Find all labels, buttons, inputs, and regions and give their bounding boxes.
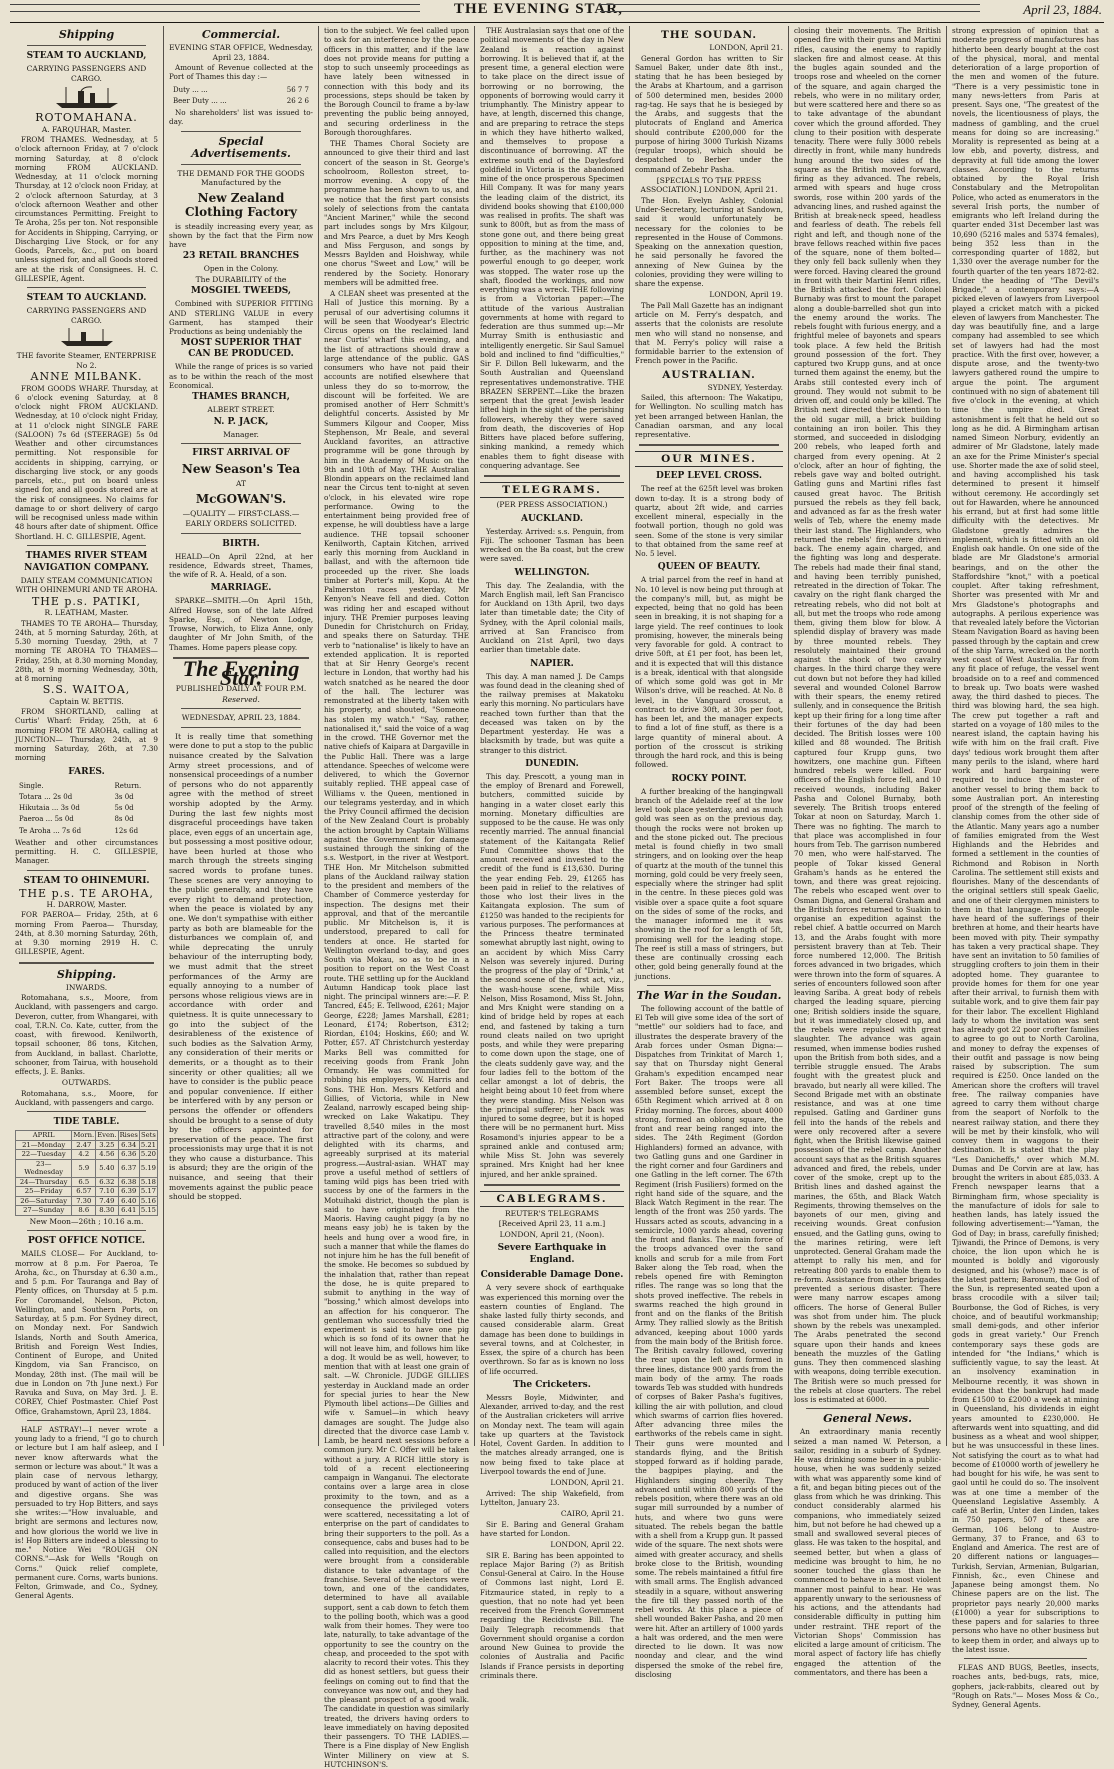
table-row (17, 815, 156, 824)
cell: 6.37 (118, 1159, 139, 1177)
marriage-heading: MARRIAGE. (210, 583, 272, 594)
ship-schedule: FROM THAMES. Wednesday, at 5 o'clock afternoon Friday, at 7 o'clock morning Saturday, at 8 o'clock morning FROM AUCKLAND. Wednesday, at 11 o'clock morning Thursday, at 12 o'clock noon Friday, at 2 o'clock afternoon Saturday, at 3 o'clock afternoon Weather and other circumstances Permitting. Freight to Te Aroha, 25s per ton. Not responsible for Accidents in Shipping, Carrying, or Discharging Live Stock, or for any Goods, Parcels, &c., put on board unless signed for, and all Goods stored are at the risk of Consignees. H. C. GILLESPIE, Agent. (15, 135, 158, 283)
double-divider (484, 1184, 620, 1186)
fare-cell: Return. (114, 781, 142, 790)
cell: 5.21 (140, 1140, 156, 1149)
column-2 (163, 26, 318, 1446)
ad-mosgiel: MOSGIEL TWEEDS, (190, 286, 292, 297)
birth-text: HEALD—On April 22nd, at her residence, Edwards street, Thames, the wife of R. A. Heald, of a son. (169, 551, 313, 579)
revenue-table (169, 84, 313, 109)
cell: 7.49 (96, 1196, 118, 1206)
cell: 2.47 (72, 1140, 96, 1150)
ohinemuri-heading: STEAM TO OHINEMURI. (23, 875, 150, 886)
sydney-dateline: SYDNEY, Yesterday. (707, 382, 783, 392)
columns (10, 26, 1104, 1769)
masthead-rule-right (600, 4, 980, 12)
table-row (17, 782, 156, 791)
tide-table-heading: TIDE TABLE. (53, 1117, 120, 1128)
rocky-point-heading: ROCKY POINT. (671, 773, 747, 784)
cell: 6.38 (118, 1177, 139, 1187)
cell: 8.6 (72, 1206, 96, 1216)
deep-level-text: The reef at the 625ft level was broken down to-day. It is a strong body of quartz, about 2ft wide, and carries excellent mineral, especially in the footwall portion, though no gold was seen. Some of the stone is very similar to that obtained from the same reef at No. 5 level. (635, 484, 783, 558)
war-soudan-heading: The War in the Soudan. (636, 988, 782, 1002)
london-dateline: LONDON, April 21. (709, 43, 783, 52)
table-row (17, 793, 156, 802)
divider (27, 287, 146, 288)
tide-note: New Moon—26th ; 10.16 a.m. (29, 1216, 144, 1226)
ship-enterprise: THE favorite Steamer, ENTERPRISE No 2. (16, 351, 157, 370)
marriage-text: SPARKE—SMITH.—On April 15th, Alfred Howse, son of the late Alfred Sparke, Esq., of Newton Lodge, Trowse, Norwich, to Eliza Anne, only daughter of Mr John Smith, of the Thames. Home papers please copy. (169, 596, 313, 652)
table-row (16, 1150, 158, 1160)
ship-master: H. DARROW, Master. (46, 899, 127, 909)
war-soudan-text: The following account of the battle of El Teb will give some idea of the sort of "mettle" our soldiers had to face, and illustrates the desperate bravery of the Arab forces under Osman Digna:— Dispatches from Trinkitat of March 1, say that on Thursday night General Graham's expedition encamped near Fort Baker. The troops were all assembled before sunset, except the 65th Regiment which arrived at 8 on Friday morning. The forces, about 4000 strong, formed an oblong square, the front and rear being ranged into the sides. The 24th Regiment (Gordon Highlanders) formed an advance, with two Gatling guns and one Gardiner in the right corner and four Gardiners and one Gatling in the left corner. The 67th Regiment (Irish Fusiliers) formed on the right hand side of the square, and the Black Watch Regiment in the rear. The length of the front was 250 yards. The Hussars acted as scouts, advancing in a semicircle, 1000 yards ahead, covering the front and flanks. The main force of the troops advanced over the sand knolls and scrub for a mile from Fort Baker along the Teb road, when the rebels opened fire with Remington rifles. The range was so long that the shots proved ineffective. The rebels in swarms reached the high ground in front and on the flanks of the British Army. They rallied slowly as the British advanced, keeping about 1000 yards from the main body of the British force. The British cavalry followed, covering the rear upon the left and formed in three lines, distance 900 yards from the main body of the army. The roads towards Teb was studded with hundreds of corpses of Baker Pasha's fugitives, killing the air with pollution, and cloud which swarms of carrion flies hovered. After advancing three miles the earthworks of the rebels came in sight. Their guns were mounted and standards flying, and the British stopped forward as if holding parade, the bagpipes playing, and the Highlanders singing cheerily. They advanced until within 800 yards of the rebels position, where there was an old sugar mill surrounded by a number of huts, and where two guns were situated. The rebels began the battle with a shell from a Krupp gun. It passed wide of the square. The next shots were aimed with greater accuracy, and shells broke close to the British, wounding some. The rebels maintained a fitful fire with small arms. The English advanced steadily in a square, without answering the fire till they passed north of the rebel works. At this place a piece of shell wounded Baker Pasha, and 20 men were hit. After an artillery of 1000 yards a halt was ordered, and the men were directed to lie down. It was now noonday and clear, and the wind dispersed the smoke of the rebel fire, disclosing (635, 1003, 784, 1679)
napier-heading: NAPIER. (530, 658, 574, 669)
table-row (171, 86, 311, 95)
earthquake-headline: Severe Earthquake in England. (497, 1243, 607, 1266)
divider (27, 1111, 146, 1112)
header-cell: Morn. (73, 1131, 95, 1140)
fare-cell: Totara ... 2s 0d (19, 792, 73, 801)
cell: 6.36 (118, 1150, 139, 1160)
damage-headline: Considerable Damage Done. (480, 1270, 624, 1281)
fare-cell: 3s 0d (114, 792, 134, 801)
ad-quality: —QUALITY — FIRST-CLASS.— (182, 508, 300, 518)
ad-first-arrival: FIRST ARRIVAL OF (192, 448, 290, 458)
ship-name-patiki: THE p.s. PATIKI, (31, 594, 142, 608)
ship-name-rotomahana: ROTOMAHANA. (35, 111, 138, 125)
ad-branches-sub: Open in the Colony. (203, 264, 279, 274)
header-cell: Even. (97, 1131, 117, 1140)
fare-cell: Hikutaia ... 3s 0d (19, 804, 80, 812)
advert-text: FLEAS AND BUGS, Beetles, insects, roaches ants, bed-bugs, rats, mice, gophers, jack-rabbits, cleared out by "Rough on Rats."— Moses Moss & Co., Sydney, General Agents. (952, 1663, 1099, 1709)
ship-name-anne: ANNE MILBANK. (30, 370, 143, 384)
table-row (16, 1159, 158, 1177)
napier-text: This day. A man named J. De Camps was found dead in the cleaning shed of the railway premises at Makatoku early this morning. No particulars have reached town further than that the deceased was taken on by the Department yesterday. He was a blacksmith by trade, but was quite a stranger to this district. (480, 671, 624, 755)
telegrams-heading: TELEGRAMS. (480, 482, 624, 498)
table-row (16, 1206, 158, 1216)
ship-master: Captain W. BETTIS. (49, 696, 124, 706)
reuter-sub: REUTER'S TELEGRAMS (505, 1208, 599, 1218)
cell: 7.30 (72, 1196, 96, 1206)
cell: 4.2 (72, 1150, 96, 1160)
column-3 (318, 26, 474, 1769)
cell: 6.57 (72, 1187, 96, 1197)
ad-durability: The DURABILITY of the (195, 274, 287, 284)
cell: 5.18 (140, 1177, 156, 1186)
divider (806, 1408, 929, 1409)
ad-demand: THE DEMAND FOR THE GOODS Manufactured by the (177, 168, 305, 187)
general-news-continued: strong expression of opinion that a moderate progress of manufactures has hitherto been dearly bought at the cost of the physical, moral, and mental deterioration of a large proportion of the men and women of the future. "There is a very pessimistic tone in many news-letters from Paris at present. Says one, "The greatest of the novels, the licentiousness of plays, the madness of gambling, and the cruel means for doing so are increasing." Morality is represented as being at a low ebb, and poverty, distress, and depravity at full tide among the lower classes. According to the returns obtained by the Royal Irish Constabulary and the Metropolitan Police, who acted as enumerators in the several Irish ports, the number of emigrants who left Ireland during the quarter ended 31st December last was 10,690 (5216 males and 5374 females), being 352 less than in the corresponding quarter of 1882, but 1,330 over the average number for the fourth quarter of the ten years 1872-82. Under the heading of "The Devil's Brigade," a contemporary says:—A picked eleven of lawyers from Liverpool played a cricket match with a picked eleven of lawyers from Manchester. The day was beautifully fine, and a large company had assembled to see which set of lawyers had had the most practice. With the first over, however, a dispute arose, and the twenty-two lawyers gathered round the umpire to argue the point. The argument continued with no sign of abatement till five o'clock in the evening, at which time the umpire died. Great astonishment is felt that he held out so long as he did. A Birmingham artisan named Simeon Norbury, evidently an admirer of Mr Gladstone, lately made an axe for the Prime Minister's special use. Shorter made the axe of solid steel, and having accomplished his task determined to present it himself without ceremony. He accordingly set out for Hawarden, where he announced his errand, but at first had some little difficulty with the detectives. Mr Gladstone greatly admires the implement, which is fitted with an old English oak handle. On one side of the blade are Mr Gladstone's armorial bearings, and on the other the Staffordshire "knot," with a poetical couplet. After taking refreshment, Shorter was presented with Mr and Mrs Gladstone's photographs and autographs. A perilous experience was that revealed lately before the Victorian Steam Navigation Board as having been passed through by the captain and crew of the ship Yarra, wrecked on the north west coast of West Australia. Far from any fit place of refuge, the vessel went broadside on to a reef and commenced to break up. Two boats were washed away, the third dashed to pieces. The third was blowing hard, the sea high. The crew put together a raft and started on a voyage of 180 miles to the nearest island, the captain having his wife with him on the frail craft. Five days' tedious work brought them after many perils to the island, where hard work and hard bargaining were required to induce the master of another vessel to bring them back to some Australian port. An interesting proof of the strength of the feeling of clanship comes from the other side of the Atlantic. Many years ago a number of families emigrated from the West Highlands and the Hebrides and formed a settlement in the counties of Richmond and Robison in North Carolina. The settlement still exists and flourishes. Many of the descendants of the original settlers still speak Gaelic, and one of their clergymen ministers to them in that language. These people have heard of the sufferings of their brethren at home, and their hearts have been moved with pity. Their sympathy has taken a very practical shape. They have sent an invitation to 50 families of struggling crofters to join them in their adopted home. They guarantee to provide homes for them for one year after their arrival, to furnish them with suitable work, and to give them fair pay for their labor. The excellent Highland lady to whom the invitation was sent has already got 22 poor crofter families to agree to go out to North Carolina, and money to defray the expenses of their outfit and passage is now being raised by subscription. The sum required is £250. Once landed on the American shore the crofters will travel free. The railway companies have agreed to carry them without charge from the seaport of Norfolk to the nearest railway station, and there they will be met by their kinsfolk, who will convey them in waggons to their destination. It is stated that the play "Les Danicheffs," over which M.M. Dumas and De Corvin are at law, has brought the writers in about £85,033. A French newspaper learns that a Birmingham firm, whose speciality is the manufacture of idols for sale to heathen lands, has lately issued the following advertisement:—"Yaman, the God of Day; in brass, carefully finished; Tjiwandi, the Prince of Demons, is very choice, the lion upon which he is mounted is boldly and vigorously designed, and his (whose?) mace is of the latest pattern; Baronum, the God of the Sun, is represented seated upon a brass crocodile with a silver tail; Bourbonse, the God of Riches, is very choice, and of beautiful workmanship; small demi-gods, and other inferior gods in great variety." Our French contemporary says these gods are intended for "the Indians," which is sufficiently vague, to say the least. At an insolvency examination in Melbourne recently, it was shown in evidence that the bankrupt had made from £1500 to £2000 a week at mining in Queensland, his dividends in eight years amounted to £230,000. He afterwards went into squatting, and did business as a wheat and wool shipper, but he was unsuccessful in these lines. Not satisfying the court as to what had become of £10000 worth of jewellery he had bought for his wife, he was sent to gaol until he could do so. The insolvent was at one time a member of the Queensland Legislative Assembly. A café at Berlin, Unter den Linden, takes in 750 papers, 507 of these are German, 106 belong to Austro-Germany, 37 to France, and 63 to England and America. The rest are of 20 different nations or languages—Turkish, Servian, Armenian, Bulgarian, Finnish, &c., even Chinese and Japanese being amongst them. No Chinese papers are on the list. The proprietor pays nearly 20,000 marks (£1000) a year for subscriptions to these papers and for salaries to three persons who have no other business but to keep them in order, and always up to the latest issue. (952, 26, 1099, 1654)
table-row (16, 1177, 158, 1187)
war-soudan-continued: closing their movements. The British opened fire with their guns and Martini rifles, causing the enemy to rapidly slacken fire and almost cease. At this the bugles again sounded and the troops rose and wheeled on the corner of the square, and again charged the rebels, who were in no military order, but were scattered here and there so as to take advantage of the abundant cover which the ground afforded. They clung to their position with desperate tenacity. There were fully 3000 rebels directly in front, while many hundreds hung around the two sides of the square as the British moved forward, firing as they advanced. The rebels, armed with spears and huge cross swords, rose within 200 yards of the advancing lines, and rushed against the British at break-neck speed, headless and fearless of death. The rebels fell right and left, and though none of the brave fellows reached within five paces of the square, none of them bolted—they only fell back sullenly when they were forced. Having cleared the ground in front with their Martini Henri rifles, the British attacked the fort. Colonel Burnaby was first to mount the parapet along a double-barrelled shot gun into the enemy around the works. The rebels fought with furious energy, and a frightful melee of bayonets and spears took place. A few held the British ground possession of the fort. They captured two Krupp guns, and at once turned them against the enemy, but the Arabs still contested every inch of ground. They would not submit to be driven off, and could only be killed. The British next directed their attention to the old sugar mill, a brick building containing an iron boiler. This they stormed, and succeeded in dislodging 200 rebels, who leaped forth and charged from every opening. At 2 o'clock, after an hour of fighting, the rebels gave way and bolted outright. Gatling guns and Martini rifles fast caused great havoc. The British pursued the rebels as they fell back, and advanced as far as the fresh water wells of Teb, where the enemy made their last stand. The Highlanders, who returned the rebels' fire, were driven back. The enemy again charged, and the fighting was long and desperate. The rebels had made their final stand, and having been terribly punished, retreated in the direction of Tokar. The cavalry on the right flank charged the retreating rebels, who did not bolt at all, but met the troops who rode among them, giving them blow for blow. A splendid display of bravery was made by three mounted rebels. They resolutely maintained their ground against the shock of two cavalry charges. In the third charge they were cut down but not before they had killed several and wounded Colonel Barrow with their spears, the enemy retired sullenly, and in consequence the British kept up their firing for a long time after their fortunes of the day had been decided. The British losses were 100 killed and 88 wounded. The British captured four Krupp guns, two howitzers, one machine gun. Fifteen hundred rebels were killed. Four officers of the English force fell, and 10 received wounds, including Baker Pasha and Colonel Burnaby, both severely. The British troops entered Tokar at noon on Saturday, March 1. There was no fighting. The march to that place was accomplished in four hours from Teb. The garrison numbered 70 men, who were half-starved. The people of Tokar kissed General Graham's hands as he entered the town, and there was great rejoicing. The rebels who escaped went over to Osman Digna, and General Graham and the British forces returned to Suakin to organise an expedition against the rebel chief. A battle occurred on March 13, and the Arabs fought with more persistent bravery than at Teb. Their force numbered 12,000. The British forces advanced in two brigades, which were thrown into the form of squares. A series of encounters followed soon after leaving Sariba. A great body of rebels charged the leading square, piercing one; British soldiers inside the square, but it was immediately closed up, and the rebels were repulsed with great slaughter. The advance was again resumed, when immense bodies rushed upon the British from both sides, and a terrible struggle ensued. The Arabs fought with the greatest pluck and bravado, but nearly all were killed. The Second Brigade met with an obstinate resistance, and was at one time repulsed. Gatling and Gardiner guns fell into the hands of the rebels and were only recovered after a severe fight, when the British likewise gained possession of the rebel camp. Another account says that as the British squares advanced and fired, the rebels, under cover of the smoke, crept up to the British lines and dashed against the marines, the 65th, and Black Watch Regiments, throwing themselves on the bayonets of our men, giving and receiving wounds. Great confusion ensued, and the Gatling guns, owing to the marines retiring, were left unprotected. General Graham made the attempt to rally his men, and for retreating 800 yards to enable them to re-form. Assistance from other brigades prevented a serious disaster. There were many narrow escapes among officers. The horse of General Buller was shot from under him. The pluck shown by the rebels was unexampled. The Arabs penetrated the second square upon their hands and knees beneath the muzzles of the Gatling guns. They then commenced slashing with weapons, doing terrible execution. The British were so much pressed for the rebels at close quarters. The rebel loss is estimated at 6000. (794, 26, 941, 1404)
cell: 6.34 (118, 1140, 139, 1150)
london-dateline: LONDON, April 19. (709, 290, 783, 300)
london-dateline: LONDON, April 21. (550, 1478, 624, 1487)
steamer-icon (15, 85, 158, 111)
inwards-heading: INWARDS. (65, 982, 108, 992)
ad-nz-clothing-factory: New Zealand Clothing Factory (184, 190, 298, 219)
fare-cell: 8s 0d (114, 815, 134, 824)
table-row (17, 827, 156, 836)
shipping-heading: Shipping (58, 28, 115, 41)
fares-note: Weather and other circumstances permitting. H. C. GILLESPIE, Manager. (15, 837, 158, 866)
divider (181, 533, 301, 534)
wellington-text: This day. The Zealandia, with the March English mail, left San Francisco for Auckland on 13th April, two days later than timetable date; the City of Sydney, with the April colonial mails, arrived at San Francisco from Auckland on 21st April, two days earlier than timetable date. (480, 580, 624, 655)
commercial-note: No shareholders' list was issued to-day. (169, 108, 313, 127)
divider (647, 985, 771, 986)
ad-text: is steadily increasing every year, as shown by the fact that the Firm now have (169, 221, 313, 249)
cell: Duty ... ... (173, 85, 208, 94)
special-ads-heading: Special Advertisements. (191, 134, 291, 160)
ship-schedule: FROM GOODS WHARF. Thursday, at 6 o'clock evening Saturday, at 8 o'clock night FROM AUCKLAND. Wednesday, at 10 o'clock night Friday, at 11 o'clock night SINGLE FARE (SALOON) 7s 6d (STEERAGE) 5s 0d Weather and other circumstances permitting. Not responsible for accidents in shipping, carrying, or discharging live stock, or any goods parcels, etc., put on board unless signed for, and all goods stored are at the risk of consignees. No claims for damage to or short delivery of cargo will be recognised unless made within 48 hours after date of shipment. Office Shortland. H. C. GILLESPIE, Agent. (15, 383, 158, 541)
column-6 (788, 26, 946, 1677)
australian-heading: AUSTRALIAN. (662, 368, 756, 381)
commercial-text: Amount of Revenue collected at the Port of Thames this day :— (169, 63, 313, 82)
ad-new-season-tea: New Season's Tea (181, 462, 301, 476)
steamer-icon (15, 327, 158, 349)
ship-master: R. LEATHAM, Master. (44, 608, 129, 617)
post-office-heading: POST OFFICE NOTICE. (27, 1236, 146, 1247)
column-1 (10, 26, 163, 1601)
australian-text: Sailed, this afternoon: The Wakatipu, for Wellington. No sculling match has yet been arranged between Hanlan, the Canadian oarsman, and any local representative. (635, 393, 783, 439)
ship-name-waitoa: S.S. WAITOA, (42, 683, 131, 697)
header-cell: Sets (140, 1131, 156, 1140)
cell: 5.40 (96, 1159, 118, 1177)
london-text: SIR E. Baring has been appointed to replace Major Baring (?) as British Consul-General at Cairo. In the House of Commons last night, Lord E. Fitzmaurice stated, in reply to a question, that no note had yet been received from the French Government regarding the Recidiviste Bill. The Daily Telegraph recommends that Government should organise a cordon around New Guinea to provide the colonies of Australia and Pacific Islands if France persists in deporting criminals there. (480, 1550, 624, 1680)
cell: 21—Monday (16, 1140, 72, 1150)
divider (181, 131, 301, 132)
birth-heading: BIRTH. (222, 538, 260, 549)
cell: 4.56 (96, 1150, 118, 1160)
leader-continued: tion to the subject. We feel called upon to ask for an interference by the peace officers in this matter, and if the law does not provide means for putting a stop to such unseemly proceedings as have lately been witnessed in connection with this body and its processions, steps should be taken by the Borough Council to frame a by-law preventing the public being annoyed, and securing orderliness in the Borough thoroughfares. (324, 26, 469, 137)
steam-auckland-heading: STEAM TO AUCKLAND, (26, 51, 147, 61)
ad-early-orders: EARLY ORDERS SOLICITED. (185, 519, 297, 528)
divider (181, 443, 301, 444)
cell: 5.20 (140, 1150, 156, 1159)
divider (964, 1658, 1087, 1659)
thames-river-sub: DAILY STEAM COMMUNICATION WITH OHINEMURI AND TE AROHA. (15, 575, 158, 595)
auckland-heading: AUCKLAND. (521, 513, 583, 524)
ad-at: AT (235, 479, 246, 488)
cairo-dateline: CAIRO, April 21. (560, 1509, 624, 1518)
ship-schedule: FROM SHORTLAND, calling at Curtis' Wharf: Friday, 25th, at 6 morning FROM TE AROHA, calling at JUNCTION— Thursday, 24th, at 9 morning Saturday, 26th, at 7.30 morning (15, 707, 158, 763)
published-note: PUBLISHED DAILY AT FOUR P.M. (175, 684, 307, 694)
cell: Beer Duty ... ... (173, 96, 227, 105)
auckland-text: Yesterday. Arrived: s.s. Penguin, from Fiji. The schooner Tasman has been wrecked on the Ba coast, but the crew were saved. (480, 526, 624, 564)
table-header-row (16, 1131, 158, 1141)
shipping-news-heading: Shipping. (56, 967, 117, 981)
fare-cell: Single. (19, 781, 44, 790)
ship-master: A. FARQUHAR, Master. (41, 124, 132, 134)
rocky-point-text: A further breaking of the hangingwall branch of the Adelaide reef at the low level took place yesterday, and as much gold was seen as on the previous day, though the rocks were not broken up and the stone picked out. The precious metal is found chiefly in two small stringers, and on looking over the heap of quartz at the mouth of the tunnel this morning, gold could be very freely seen, especially where the stringer had split in the centre. In these pieces gold was visible over a space quite a foot square on the sides of some of the rocks, and the manager informed me it was showing in the roof for a length of 5ft, promising well for the leading stope. The reef is still a mass of stringers, but these are continually crossing each other, gold being generally found at the junctions. (635, 786, 783, 981)
paper-title: The Evening Star. (182, 655, 300, 690)
general-news-heading: General News. (823, 1412, 912, 1426)
news-items: A CLEAN sheet was presented at the Hall of Justice this morning. By a perusal of our advertising columns it will be seen that Woodyear's Electric Circus opens on the reclaimed land near Curtis' wharf this evening, and the list of attractions should draw a large attendance of the public. GAS consumers who have not paid their accounts are notified elsewhere that unless they do so to-morrow, the discount will be forfeited. We are promised another of Herr Schmitt's delightful concerts. Assisted by Mr Summers Kilgour and Cooper, Miss Stephenson, Mr Beale, and several Auckland favorites, an attractive programme will be gone through by him in the Academy of Music on the 9th and 10th of May. THE Australian Blondin appears on the reclaimed land near the Circus tent to-night at seven o'clock, in his elevated wire rope performance. Owing to the entertainment being provided free of expense, he will doubtless have a large audience. THE topsail schooner Kenilworth, Captain Kitchen, arrived early this morning from Auckland in ballast, and with the afternoon tide proceeded up the river. She loads timber at Porter's mill, Kopu. At the Palmerston races yesterday, Mr Kenyon's Neave fell and died. Cotton was riding her and escaped without injury. THE Premier purposes leaving Dunedin for Christchurch on Friday, and speaks there on Saturday. THE verb to "nationalise" is likely to have an extended application. It is reported that at Sir Henry George's recent lecture in London, that worthy had his watch snatched as he neared the door of the hall. The lecturer was remonstrated at the liberty taken with his property, and shouted, "Someone has stolen my watch." "Say, rather, nationalised it," said the voice of a wag in the crowd. THE Governor met the native chiefs of Kaipara at Dargaville in the Public Hall. There was a large attendance. Speeches of welcome were delivered, to which the Governor suitably replied. THE appeal case of Williams v. the Queen, mentioned in our telegrams yesterday, and in which the Privy Council affirmed the decision of the New Zealand Court is probably the action brought by Captain Williams against the Government for damage sustained through the sinking of the s.s. Westport, in the river at Westport. THE Hon. Mr Mitchelson submitted plans of the Auckland railway station to the president and members of the Chamber of Commerce yesterday for inspection. The designs met their approval, and that of the mercantile public. Mr Mitchelson is, it is understood, prepared to call for tenders at once. He started for Wellington overland to-day, and goes South via Mokau, so as to be in a position to report on the West Coast route. THE settling up for the Auckland Autumn Handicap took place last night. The principal winners are:—F. P. Tancred, £45; E. Tellwood, £261; Major George, £228; James Marshall, £281; Leonard, £174; Robertson, £312; Riordan, £104; Hoskins, £60; and W. Potter, £57. AT Christchurch yesterday Marks Bell was committed for receiving goods from Frank John Ormandy. He was committed for robbing his employers, W. Harris and Sons. THE Hon. Messrs Ketford and Gillies, of Victoria, while in New Zealand, narrowly escaped being ship-wrecked on Lake Wakatipu. They travelled 8,540 miles in the most attractive part of the colony, and were delighted with its charms, and agreeably surprised at its material progress.—Austral-asian. WHAT may prove a useful method of settlers of taming wild pigs has been tried with success by one of the farmers in the Motuihaki district, though the plan is said to have originated from the Maoris. Having caught piggy (a by no means easy job) he is taken by the heels and hung over a wood fire, in such a manner that while the flames do not injure him he has the full benefit of the smoke. He becomes so subdued by the inhalation that, rather than repeat the dose, he is quite prepared to submit to anything in the way of "bossing," which almost develops into an affection for his conqueror. The gentleman who successfully tried the experiment is said to have one pig which is so fond of its owner that he will not leave him, and follows him like a dog. It would be as well, however, to mention that with at least one grain of salt. —W. Chronicle. JUDGE GILLIES yesterday in Auckland made an order for special juries to hear the New Plymouth libel actions—De Gillies and wife v. Samuel—in which heavy damages are sought. The Judge also directed that the divorce case Lamb v. Lamb, be heard next sessions before a common jury. Mr C. Offer will be taken without a jury. A RICH little story is told of a recent electioneering campaign in Wanganui. The electorate contains over a large area in close proximity to the town, and as a consequence the privileged voters were scattered, necessitating a lot of enterprise on the part of candidates to bring their supporters to the poll. As a consequence, cabs and buses had to be called into requisition, and the electors were brought from a considerable distance to take advantage of the franchise. Several of the electors were town, and one of the candidates, determined to have all available support, sent a cab down to fetch them to the polling booth, which was a good walk from their homes. They were too late, naturally, to take advantage of the opportunity to see the country on the cheap, and proceeded to the spot with alacrity to record their votes. This they did as honest settlers, but guess their feelings on coming out to find that the conveyance was now out, and they had the pleasant prospect of a good walk. The candidate in question was similarly treated, the drivers having orders to leave immediately on having deposited their passengers. TO THE LADIES.—There is a Fine display of New English Winter Millinery on view at S. HUTCHINSON'S. (324, 289, 469, 1769)
specials-dateline: [SPECIALS TO THE PRESS ASSOCIATION.] LONDON, April 21. (640, 175, 778, 195)
news-items: THE Australasian says that one of the political movements of the day in New Zealand is a reaction against borrowing. It is believed that if, at the present time, a general election were to take place on the direct issue of borrowing or no borrowing, the opponents of borrowing would carry it triumphantly. The Ministry appear to have, at length, discerned this change, and are preparing to retrace the steps in which they have hitherto walked, and themselves to propose a discontinuance of borrowing. AT the extreme south end of the Daylesford goldfield in Victoria is the abandoned mine of the once prosperous Specimen Hill Company. It was for many years the leading claim of the district, its dividend books showing that £100,000 was realised in profits. The shaft was sunk to 800ft, but as from the mass of stone gone out, and there being great opposition to mining at the time, and, further, as the machinery was not powerful enough to go deeper, work was stopped. The water rose up the shaft, flooded the workings, and now everything was a wreck. THE following is from a Victorian paper:—The attitude of the various Australian governments at home with regard to federation are thus summed up:—Mr Murray Smith is enthusiastic and intelligently energetic. Sir Saul Samuel bold and inclined to find "difficulties," Sir F. Dillon Bell lukewarm, and the South Australian and Queensland representatives undemonstrative. THE BRAZEN SERPENT.—Like the brazen serpent that the great Jewish leader lifted high in the sight of the perishing followers, whereby they were saved from death, the discoveries of Hop Bitters have placed before suffering, sinking mankind, a remedy which enables them to fight disease with conquering advantage. See (480, 26, 625, 470)
post-office-text: MAILS CLOSE— For Auckland, to-morrow at 8 p.m. For Paeroa, Te Aroha, &c., on Thursday at 6.30 a.m., and 5 p.m. For Tauranga and Bay of Plenty offices, on Thursday at 5 p.m. For Coromandel, Nelson, Picton, Wellington, and Southern Ports, on Saturday, at 5 p.m. For Sydney direct, on Monday next. For Sandwich Islands, North and South America, British and Foreign West Indies, Continent of Europe, and United Kingdom, via San Francisco, on Monday, 28th inst. (The mail will be due in London on 7th June next.) For Ravuka and Suva, on May 3rd. J. E. COREY, Chief Postmaster. Chief Post Office, Grahamstown, April 23, 1884. (15, 1249, 158, 1416)
fare-cell: Paeroa ... 5s 0d (19, 815, 74, 824)
table-row (171, 97, 311, 106)
reserved-note: Reserved. (222, 694, 260, 704)
leader-article: It is really time that something were done to put a stop to the public nuisance created by the Salvation Army street processions, and of nonsensical proceedings of a number of persons who do not apparently agree with the method of street worship adopted by the Army. During the last few nights most disgraceful proceedings have taken place, even eggs of an uncertain age, but possessing a most positive odour, have been hurled at those who march through the streets singing sacred words to profane tunes. These scenes are very annoying to the public generally, and they have every right to demand protection, when the peace is violated by any one. We don't sympathise with either party as both are blameable for the disturbances we complain of, and while deprecating the unruly behaviour of the interrupting body, we must admit that the street performances of the Army are equally annoying to a number of persons whose religious views are in accordance with order and quietness. It is quite unnecessary to go into the subject of the desirableness of the existence of such bodies as the Salvation Army, any consideration of their merits or demerits, or a thought as to their sincerity or other qualities; all we have to consider is the public peace and popular convenience. If either be interfered with by any person or persons the offender or offenders should be brought to a sense of duty by the officers appointed for preservation of the peace. The first processionists may urge that it is not they who cause a disturbance. This is absurd; they are the origin of the nuisance, and seeing that their movements against the public peace should be stopped. (169, 731, 313, 1202)
cell: 7.10 (96, 1187, 118, 1197)
soudan-text: General Gordon has written to Sir Samuel Baker, under date 8th inst., stating that he has been besieged by the Arabs at Khartoum, and a garrison of 500 determined men, besides 2000 rag-tag. He says that he is besieged by the Arabs, and suggests that the plutocrats of England and America should contribute £200,000 for the purpose of hiring 3000 Turkish Nizams (regular troops), which should be despatched to Berber under the command of Zebehr Pasha. (635, 53, 783, 174)
commercial-heading: Commercial. (201, 28, 281, 41)
shipping-cable: Arrived: The ship Wakefield, from Lyttelton, January 23. (480, 1488, 624, 1507)
received-note: [Received April 23, 11 a.m.] (498, 1219, 606, 1229)
cell: 6.32 (96, 1177, 118, 1187)
cairo-text: Sir E. Baring and General Graham have started for London. (480, 1519, 624, 1538)
queen-beauty-text: A trial parcel from the reef in hand at No. 10 level is now being put through at the company's mill, but, as might be expected, being that no gold has been seen in breaking, it is not shaping for a large yield. The reef continues to look promising, however, the minerals being very favorable for gold. A contract to drive 50ft, at £1 per foot, has been let, and it is expected that will this distance is a break, identical with that alongside of which some gold was got in Mr Wilson's drive, will be reached. At No. 8 level, in the Vanguard crosscut, a contract to drive 30ft, at 30s per foot, has been let, and the manager expects to find a lot of fine stuff, as there is a large quantity of mineral about. A portion of the crosscut is striking through the hard rock, and this is being followed. (635, 575, 783, 770)
outwards-heading: OUTWARDS. (61, 1078, 112, 1088)
header-cell: Rises (119, 1131, 138, 1140)
ad-text: Combined with SUPERIOR FITTING AND STERLING VALUE in every Garment, has stamped their Productions as being undeniably the (169, 299, 313, 336)
cell: 5.9 (72, 1159, 96, 1177)
column-4 (474, 26, 629, 1680)
soudan-heading: THE SOUDAN. (660, 29, 758, 41)
thames-river-heading: THAMES RIVER STEAM NAVIGATION COMPANY. (24, 550, 149, 573)
general-news-text: An extraordinary mania recently seized a man named W. Peterson, a sailor, residing in a suburb of Sydney. He was drinking some beer in a public-house, when he was suddenly seized with what was apparently some kind of a fit, and began biting pieces out of the glass from which he was drinking. This conduct considerably alarmed his companions, who immediately seized him, but not before he had chewed up a small and swallowed several pieces of glass. He was taken to the hospital, and seemed better, but when a glass of medicine was brought to him, he no sooner touched the glass than he commenced to behave in a most violent manner most painful to hear. He was apparently unwary to the seriousness of his actions, and the attendants had considerable difficulty in putting him under restraint. THE report of the Victorian Shops' Commission has elicited a large amount of criticism. The moral aspect of factory life has chiefly engaged the attention of the commentators, and there has been a (794, 1427, 941, 1677)
cricketers-headline: The Cricketers. (513, 1379, 591, 1390)
ad-thames-branch: THAMES BRANCH, (192, 392, 290, 402)
divider (27, 1230, 146, 1231)
divider (181, 164, 301, 165)
commercial-sub: EVENING STAR OFFICE, Wednesday, April 23, 1884. (169, 43, 313, 62)
fare-cell: 5s 0d (114, 804, 134, 812)
steam-auckland-sub-2: CARRYING PASSENGERS AND CARGO. (26, 306, 147, 325)
dunedin-heading: DUNEDIN. (525, 758, 579, 769)
cell: 6.39 (118, 1187, 139, 1197)
queen-beauty-heading: QUEEN OF BEAUTY. (657, 562, 761, 573)
london-dateline: LONDON, April 21, (Noon). (499, 1229, 605, 1239)
column-7 (946, 26, 1104, 1709)
table-row (16, 1187, 158, 1197)
masthead (10, 0, 1104, 23)
earthquake-text: A very severe shock of earthquake was experienced this morning over the eastern counties of England. The shake lasted fully thirty seconds, and caused considerable alarm. Great damage has been done to buildings in several towns, and at Colchester, in Essex, the spire of a church has been overthrown. So far as is known no loss of life occurred. (480, 1283, 624, 1376)
ad-manager: Manager. (223, 429, 259, 439)
column-5 (629, 26, 788, 1679)
ship-name-te-aroha: THE p.s. TE AROHA, (19, 886, 154, 900)
cablegrams-heading: CABLEGRAMS. (480, 1191, 624, 1207)
ad-albert-street: ALBERT STREET. (207, 405, 275, 414)
ad-superior: MOST SUPERIOR THAT CAN BE PRODUCED. (180, 338, 302, 360)
table-row (16, 1140, 158, 1150)
ship-schedule: FOR PAEROA— Friday, 25th, at 6 morning From Paeroa— Thursday, 24th, at 8.30 morning Saturday, 26th, at 9.30 morning 2919 H. C. GILLESPIE, Agent. (15, 910, 158, 957)
telegrams-sub: (PER PRESS ASSOCIATION.) (496, 500, 608, 509)
cricketers-text: Messrs Boyle, Midwinter, and Alexander, arrived to-day, and the rest of the Australian cricketers will arrive on Monday next. The team will again take up quarters at the Tavistock Hotel, Covent Garden. In addition to the matches already arranged, one is now being fixed to take place at Liverpool towards the end of June. (480, 1392, 624, 1476)
news-item: THE Thames Choral Society are announced to give their third and last concert of the season in St. George's schoolroom, Rolleston street, to-morrow evening. A copy of the programme has been shown to us, and we notice that the first part consists solely of selections from the cantata "Ancient Mariner," while the second part includes songs by Mrs Kilgour, and Mrs Pearce, a duet by Mrs Keogh and Miss Ferguson, and songs by Messrs Baylden and Hoishway, while one chorus "Sweet and Low," will be rendered by the Society. Honorary members will be admitted free. (324, 139, 469, 287)
cell: 3.25 (96, 1140, 118, 1150)
double-divider (19, 962, 154, 964)
outwards-text: Rotomahana, s.s., Moore, for Auckland, with passengers and cargo. (15, 1088, 158, 1107)
fare-cell: 12s 6d (114, 826, 139, 835)
double-divider (639, 444, 779, 446)
double-divider (484, 475, 620, 477)
cell: 6.5 (72, 1177, 96, 1187)
ad-text: While the range of prices is so varied as to be within the reach of the most Economical. (169, 362, 313, 390)
cell: 26—Saturday (16, 1196, 72, 1206)
advert-text: HALF ASTRAY!—I never wrote a young lady to a friend, "I go to church or lecture but I am half asleep, and I never know afterwards what the sermon or lecture was about." It was a plain case of nervous lethargy, produced by want of action of the liver and digestive organs. She was persuaded to try Hop Bitters, and says she writes:—"How invaluable, and bright are sermons and lectures now, and how glorious the world we live in is! Hop Bitters are indeed a blessing to me." Notice Wei "ROUGH ON CORNS."—Ask for Wells "Rough on Corns." Quick relief complete, permanent cure. Corns, warts bunions. Felton, Grimwade, and Co., Sydney, General Agents. (15, 1424, 158, 1601)
cell: 8.30 (96, 1206, 118, 1216)
cell: 5.17 (140, 1187, 156, 1196)
ad-branches: 23 RETAIL BRANCHES (182, 251, 300, 262)
deep-level-heading: DEEP LEVEL CROSS. (655, 471, 762, 482)
cell: 6.40 (118, 1196, 139, 1206)
cell: 5.19 (139, 1159, 157, 1177)
table-row (17, 804, 156, 813)
cell: 24—Thursday (16, 1177, 72, 1187)
cell: 22—Tuesday (16, 1150, 72, 1160)
cell: 23—Wednesday (16, 1159, 72, 1177)
fares-heading: FARES. (68, 766, 105, 777)
divider (27, 1420, 146, 1421)
london-dateline: LONDON, April 22. (550, 1540, 624, 1549)
cell: 5.16 (140, 1196, 156, 1205)
cell: 6.41 (118, 1206, 139, 1216)
tide-table (15, 1130, 158, 1216)
dunedin-text: This day. Prescott, a young man in the employ of Brenard and Forewell, butchers, committed suicide by hanging in a water closet early this morning. Monetary difficulties are supposed to be the cause. He was only recently married. The annual financial statement of the Kaitangata Relief Fund Committee shows that the amount received and invested to the credit of the fund is £13,630. During the year ending Feb. 29, £1265 has been paid in relief to the relatives of those who lost their lives in the Kaitangata explosion. The sum of £1250 was handed to the recipients for various purposes. The performances at the Princess theatre terminated somewhat abruptly last night, owing to an accident by which Miss Carry Nelson was severely injured. During the progress of the play of "Drink," at the second scene of the first act, viz., the wash-house scene, while Miss Nelson, Miss Rosamond, Miss St. John, and Mrs Knight were standing on a kind of bridge held by ropes at each end, and fastened by taking a turn round cleats nailed on two upright posts, and while they were preparing to come down upon the stage, one of the cleats suddenly gave way, and the four ladies fell to the bottom of the cellar amongst a lot of debris, the height being about 10 feet from where they were standing. Miss Nelson was the principal sufferer; her back was injured to some degree, but it is hoped there will be no permanent hurt. Miss Rosamond's injuries appear to be a sprained ankle and contused arm; while Miss St. John was severely sprained. Mrs Knight had her knee injured, and her ankle sprained. (480, 771, 624, 1179)
table-row (16, 1196, 158, 1206)
steam-auckland-sub: CARRYING PASSENGERS AND CARGO. (26, 64, 147, 83)
divider (27, 545, 146, 546)
masthead-rule-left (10, 4, 420, 12)
ship-schedule: THAMES TO TE AROHA— Thursday, 24th, at 5 morning Saturday, 26th, at 5.30 morning Tuesday, 29th, at 7 morning TE AROHA TO THAMES— Friday, 25th, at 8.30 morning Monday, 28th, at 9 morning Wednesday, 30th, at 8 morning (15, 618, 158, 683)
ad-manager-name: N. P. JACK, (213, 416, 269, 427)
steam-auckland-heading-2: STEAM TO AUCKLAND. (26, 293, 147, 303)
fare-cell: Te Aroha ... 7s 6d (19, 826, 82, 835)
cell: 5.15 (140, 1206, 156, 1215)
divider (181, 727, 301, 728)
ad-mcgowans: McGOWAN'S. (195, 491, 287, 506)
leader-date: WEDNESDAY, APRIL 23, 1884. (181, 713, 301, 723)
divider (181, 708, 301, 709)
ashley-text: The Hon. Evelyn Ashley, Colonial Under-Secretary, lecturing at Sandown, said it would unfortunately be necessary for the colonies to be represented in the House of Commons. Speaking on the annexation question, he said personally he favored the annexing of New Guinea by the colonies, providing they were willing to share the expense. (635, 195, 783, 288)
header-cell: APRIL (16, 1131, 72, 1141)
cell: 25—Friday (16, 1187, 72, 1197)
pall-mall-text: The Pall Mall Gazette has an indignant article on M. Ferry's despatch, and asserts that the colonists are resolute men who will stand no nonsense, and that M. Ferry's policy will raise a formidable barrier to the extension of French power in the Pacific. (635, 300, 783, 366)
cell: 56 7 7 (286, 85, 309, 94)
cell: 27—Sunday (16, 1206, 72, 1216)
inwards-text: Rotomahana, s.s., Moore, from Auckland, with passengers and cargo. Deveron, cutter, from Whangarei, with coal, T.R.N. Co. Kate, cutter, from the coast, with firewood. Kenilworth, topsail schooner, 86 tons, Kitchen, from Auckland, in ballast. Charlotte, schooner, from Tairua, with household effects, J. E. Banks. (15, 993, 158, 1076)
divider (27, 45, 146, 46)
issue-date: April 23, 1884. (1023, 2, 1102, 17)
our-mines-heading: OUR MINES. (635, 451, 783, 467)
cell: 26 2 6 (286, 96, 309, 105)
fares-table (15, 780, 158, 838)
divider (27, 870, 146, 871)
wellington-heading: WELLINGTON. (514, 567, 590, 578)
newspaper-title: THE EVENING STAR, (454, 1, 623, 17)
